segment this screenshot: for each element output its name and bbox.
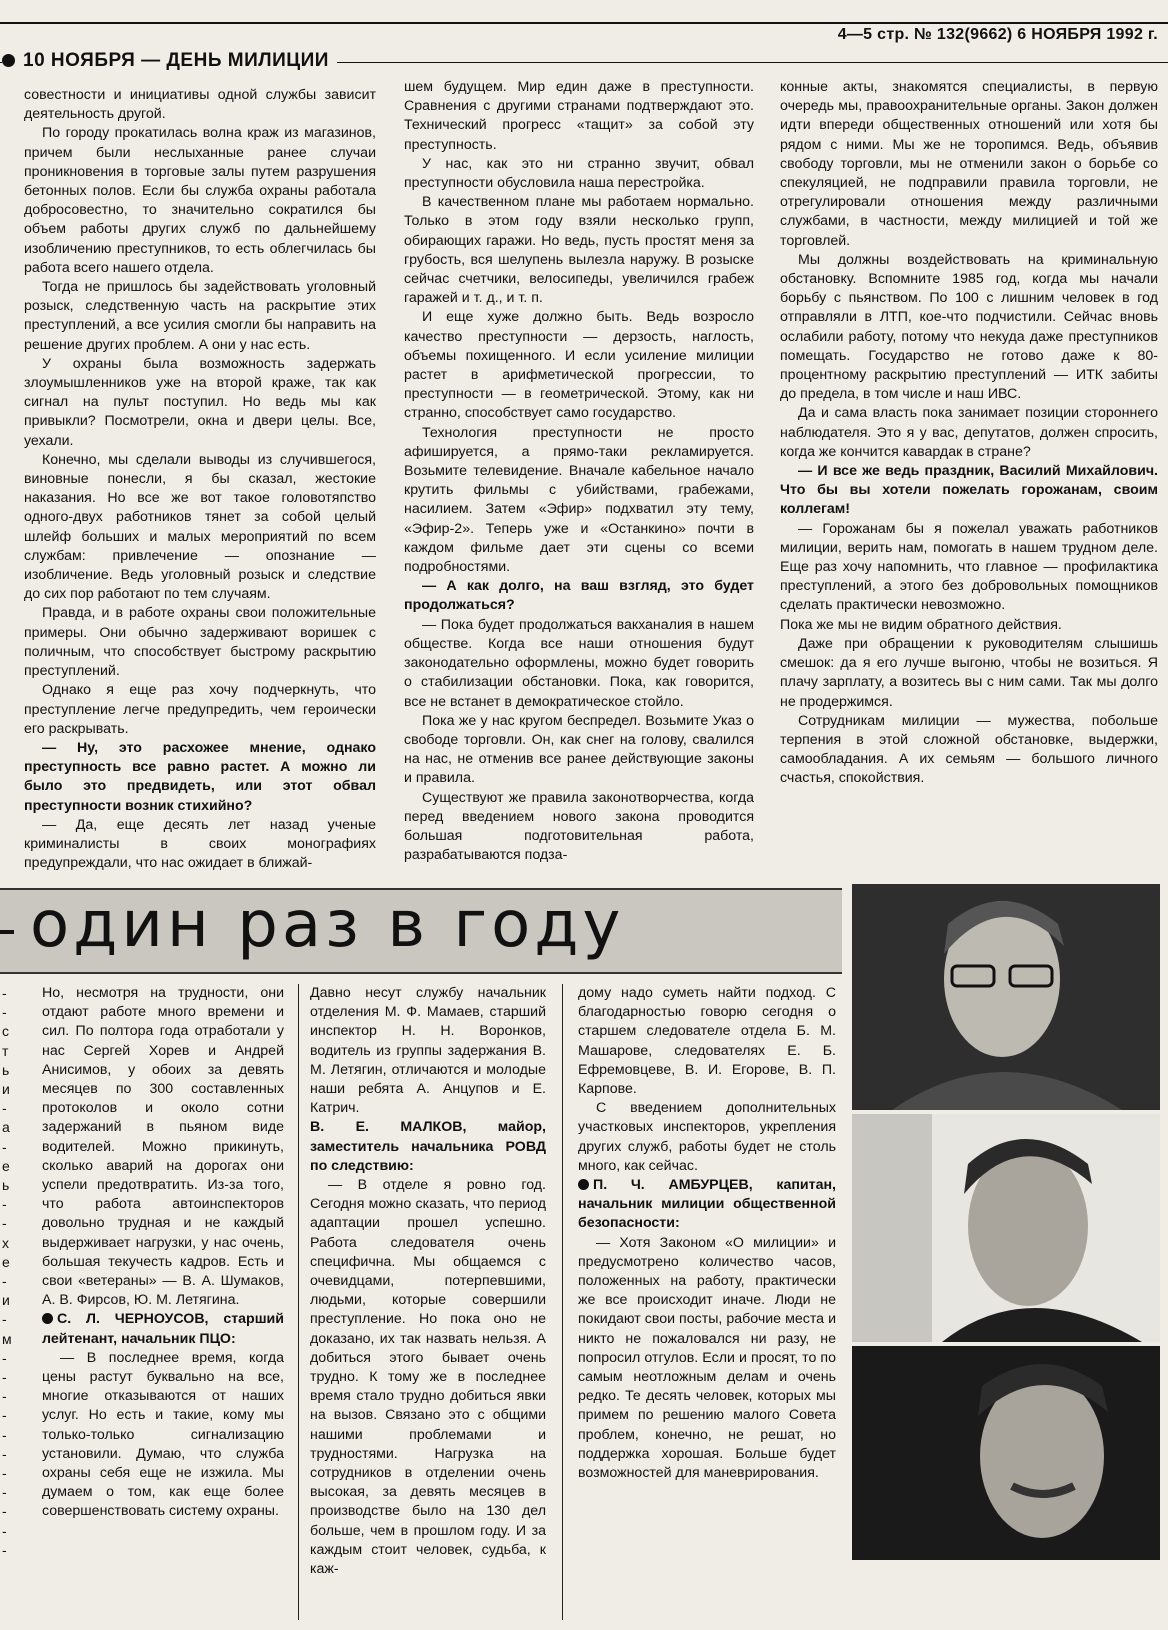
fragment: и — [2, 1292, 10, 1309]
kicker-label — [2, 50, 337, 72]
interview-question: — А как долго, на ваш взгляд, это будет продолжаться? — [404, 578, 754, 614]
paragraph: Тогда не пришлось бы задействовать уголовный розыск, следственную часть на раскрытие этих преступлений, а все усилия смогли бы направить на решение других проблем. А они у нас есть. — [24, 279, 376, 353]
paragraph: В качественном плане мы работаем нормально. Только в этом году взяли несколько групп, обирающих гаражи. Но ведь, пусть простят меня за грубость, вся шелупень вылезла наружу. В розыске сейчас счетчики, велосипеды, увеличился грабеж гаражей и т. д., и т. п. — [404, 194, 754, 307]
paragraph: Существуют же правила законотворчества, когда перед введением нового закона проводится большая подготовительная работа, разрабатываются подза- — [404, 789, 754, 864]
fragment: - — [2, 985, 7, 1001]
fragment: - — [2, 1407, 7, 1424]
portrait-photo-icon — [852, 1114, 1160, 1342]
column-rule — [562, 984, 563, 1620]
bottom-column-2 — [310, 984, 546, 1624]
speaker-heading — [42, 1310, 284, 1348]
bottom-column-3 — [578, 984, 836, 1624]
speaker-heading: В. Е. МАЛКОВ, майор, заместитель начальника РОВД по следствию: — [310, 1119, 546, 1174]
speaker-name: С. Л. ЧЕРНОУСОВ, старший лейтенант, начальник ПЦО: — [42, 1311, 284, 1347]
paragraph: Однако я еще раз хочу подчеркнуть, что преступление легче предупредить, чем героически его раскрывать. — [24, 682, 376, 737]
bullet-icon — [578, 1179, 589, 1190]
left-edge-fragments — [2, 984, 18, 1560]
fragment: - — [2, 1388, 7, 1405]
fragment: ь — [2, 1061, 10, 1078]
fragment: - — [2, 1484, 7, 1501]
speaker-name: П. Ч. АМБУРЦЕВ, капитан, начальник милиции общественной безопасности: — [578, 1177, 836, 1232]
fragment: - — [2, 1465, 7, 1482]
fragment: - — [2, 1541, 7, 1558]
fragment: ь — [2, 1177, 10, 1194]
fragment: х — [2, 1234, 9, 1251]
interview-question: — Ну, это расхожее мнение, однако преступность все равно растет. А можно ли было это предвидеть, или этот обвал преступности возник стихийно? — [24, 739, 376, 814]
fragment: - — [2, 1138, 7, 1155]
column-rule — [298, 984, 299, 1620]
paragraph: Пока же мы не видим обратного действия. — [780, 616, 1062, 633]
fragment: - — [2, 1196, 7, 1213]
paragraph: — Да, еще десять лет назад ученые криминалисты в своих монографиях предупреждали, что нас ожидает в ближай- — [24, 816, 376, 872]
bullet-icon — [42, 1313, 53, 1324]
headline-banner — [0, 888, 842, 974]
fragment: - — [2, 1445, 7, 1462]
paragraph: У охраны была возможность задержать злоумышленников уже на второй краже, так как сигнал на пульт поступил. Но ведь мы как привыкли? Посмотрели, окна и двери целы. Все, уехали. — [24, 355, 376, 449]
paragraph: конные акты, знакомятся специалисты, в первую очередь мы, правоохранительные органы. Закон должен идти впереди общественных отношений или хотя бы рядом с ними. Мы же не торопимся. Ведь, объявив свободу торговли, мы не отменили закон о борьбе со спекуляцией, не подправили правила торговли, не отрегулировали отношения между различными службами, в частности, между милицией и той же торговлей. — [780, 79, 1158, 249]
paragraph: Даже при обращении к руководителям слышишь смешок: да я его лучше выгоню, чтобы не возиться. Я плачу зарплату, а возитесь вы с ним сами. Так мы долго не продержимся. — [780, 635, 1158, 710]
fragment: с — [2, 1023, 9, 1040]
paragraph: — В последнее время, когда цены растут буквально на все, многие отказываются от наших услуг. Но есть и такие, кому мы только-только сигнализацию установили. Думаю, что служба охраны себя еще не изжила. Мы думаем о том, как еще более совершенствовать систему охраны. — [42, 1349, 284, 1520]
fragment: и — [2, 1081, 10, 1098]
portrait-photo-3 — [852, 1346, 1160, 1560]
fragment: е — [2, 1253, 10, 1270]
paragraph: Правда, и в работе охраны свои положительные примеры. Они обычно задерживают воришек с поличным, что способствует быстрому раскрытию преступлений. — [24, 605, 376, 680]
fragment: - — [2, 1215, 7, 1232]
paragraph: По городу прокатилась волна краж из магазинов, причем были неслыханные ранее случаи проникновения в торговые залы путем разрушения бетонных полов. Если бы служба охраны работала добросовестно, то значительно сократился бы объем работы других служб по дальнейшему изобличению преступников, то есть облегчилась бы работа всего нашего отдела. — [24, 125, 376, 276]
paragraph: Мы должны воздействовать на криминальную обстановку. Вспомните 1985 год, когда мы начали борьбу с пьянством. По 100 с лишним человек в год отправляли в ЛТП, кое-что подчистили. Сейчас вновь ослабили работу, потому что некуда даже преступников помещать. Государство не готово даже к 80-процентному раскрытию преступлений — ИТК забиты до предела, в том числе и наш ИВС. — [780, 251, 1158, 403]
paragraph: Технология преступности не просто афишируется, а прямо-таки рекламируется. Возьмите телевидение. Вначале кабельное начало крутить фильмы с убийствами, грабежами, насилием. Затем «Эфир» подхватил эту тему, «Эфир-2». Теперь уже и «Останкино» почти в каждом фильме дает эти сцены со всеми подробностями. — [404, 424, 754, 576]
paragraph: И еще хуже должно быть. Ведь возросло качество преступности — дерзость, наглость, объемы похищенного. И если усиление милиции растет в арифметической прогрессии, то преступности — в геометрической. Этому, как ни странно, способствует само государство. — [404, 309, 754, 422]
portrait-photo-icon — [852, 1346, 1160, 1560]
fragment: т — [2, 1042, 9, 1059]
paragraph: У нас, как это ни странно звучит, обвал преступности обусловила наша перестройка. — [404, 155, 754, 192]
issue-line: 4—5 стр. № 132(9662) 6 НОЯБРЯ 1992 г. — [832, 26, 1158, 44]
paragraph: дому надо суметь найти подход. С благодарностью говорю сегодня о старшем следователе отдела Б. М. Машарове, следователях Е. Б. Ефремовцеве, В. И. Егорове, В. П. Карпове. — [578, 985, 836, 1098]
section-kicker — [0, 50, 1168, 76]
headline-title: один раз в году — [30, 888, 625, 962]
fragment: - — [2, 1100, 7, 1117]
fragment: м — [2, 1330, 12, 1347]
paragraph: — Пока будет продолжаться вакханалия в нашем обществе. Когда все наши отношения будут законодательно оформлены, можно будет говорить о стабилизации обстановки. Пока, как говорится, все не встанет в демократическое стойло. — [404, 616, 754, 710]
paragraph: Сотрудникам милиции — мужества, побольше терпения в этой сложной обстановке, выдержки, самообладания. А их семьям — большого личного счастья, спокойствия. — [780, 712, 1158, 787]
kicker-text: 10 НОЯБРЯ — ДЕНЬ МИЛИЦИИ — [23, 50, 329, 71]
paragraph: — Хотя Законом «О милиции» и предусмотрено количество часов, положенных на работу, практически же все происходит иначе. Люди не покидают свои посты, рабочие места и никто не пожаловался ни разу, не попросил отгулов. Если и просят, то по самым неотложным делам и очень редко. Те десять человек, которых мы примем по решению малого Совета проблем, конечно, не решат, но поддержка хорошая. Больше будет возможностей для маневрирования. — [578, 1234, 836, 1482]
fragment: - — [2, 1503, 7, 1520]
header-rule — [0, 22, 1168, 24]
portrait-photo-icon — [852, 884, 1160, 1110]
bullet-icon — [2, 54, 15, 67]
interview-question: — И все же ведь праздник, Василий Михайлович. Что бы вы хотели пожелать горожанам, своим коллегам! — [780, 463, 1158, 518]
fragment: - — [2, 1522, 7, 1539]
top-column-1 — [24, 86, 376, 880]
paragraph: — В отделе я ровно год. Сегодня можно сказать, что период адаптации прошел успешно. Работа следователя очень специфична. Мы общаемся с очевидцами, потерпевшими, людьми, которые совершили преступление. Но пока оно не доказано, их так назвать нельзя. А добиться этого бывает очень трудно. К тому же в последнее время стало трудно добиться явки на вызов. Связано это с общими нашими проблемами и трудностями. Нагрузка на сотрудников в отделении очень высокая, за девять месяцев в производстве было на 130 дел больше, чем в прошлом году. И за каждым стоит человек, судьба, к каж- — [310, 1177, 546, 1578]
fragment: - — [2, 1004, 7, 1021]
headline-dash — [0, 930, 14, 934]
fragment: - — [2, 1426, 7, 1443]
portrait-photo-1 — [852, 884, 1160, 1110]
paragraph: — Горожанам бы я пожелал уважать работников милиции, верить нам, помогать в нашем трудном деле. Еще раз хочу напомнить, что главное — профилактика преступлений, а этого без добровольных помощников сделать практически невозможно. — [780, 520, 1158, 614]
paragraph: шем будущем. Мир един даже в преступности. Сравнения с другими странами подтверждают это. Технический прогресс «тащит» за собой эту преступность. — [404, 79, 754, 153]
fragment: - — [2, 1349, 7, 1366]
top-column-3 — [780, 78, 1158, 880]
paragraph: Пока же у нас кругом беспредел. Возьмите Указ о свободе торговли. Он, как снег на голову, свалился на нас, не отменив все ранее действующие законы и правила. — [404, 712, 754, 787]
fragment: а — [2, 1119, 10, 1136]
paragraph: совестности и инициативы одной службы зависит деятельность другой. — [24, 87, 376, 123]
portrait-photo-2 — [852, 1114, 1160, 1342]
paragraph: Давно несут службу начальник отделения М. Ф. Мамаев, старший инспектор Н. Н. Воронков, водитель из группы задержания В. М. Летягин, отличаются и молодые наши ребята А. Анцупов и Е. Катрич. — [310, 985, 546, 1117]
top-column-2 — [404, 78, 754, 880]
paragraph: Но, несмотря на трудности, они отдают работе много времени и сил. По полтора года отработали у нас Сергей Хорев и Андрей Анисимов, у обоих за девять месяцев по 300 составленных протоколов и около сотни задержаний в пьяном виде водителей. Можно прикинуть, сколько аварий на дорогах они успели предотвратить. Из-за того, что работа автоинспекторов довольно трудная и не каждый выдерживает нагрузки, у нас очень, большая текучесть кадров. Есть и свои «ветераны» — В. А. Шумаков, А. В. Фирсов, Ю. М. Летягина. — [42, 985, 284, 1309]
fragment: е — [2, 1157, 10, 1174]
paragraph: Да и сама власть пока занимает позиции стороннего наблюдателя. Это я у вас, депутатов, должен спросить, когда же кончится кавардак в стране? — [780, 405, 1158, 460]
paragraph: С введением дополнительных участковых инспекторов, укрепления других служб, работы будет не столь много, как сейчас. — [578, 1100, 836, 1174]
fragment: - — [2, 1273, 7, 1290]
speaker-heading — [578, 1176, 836, 1234]
paragraph: Конечно, мы сделали выводы из случившегося, виновные понесли, я бы сказал, жестокие наказания. Но все же вот такое головотяпство одного-двух работников тянет за собой целый шлейф больших и малых мероприятий по всем службам: привлечение — опознание — изобличение. Ведь уголовный розыск и следствие до сих пор работают по тем случаям. — [24, 451, 376, 603]
bottom-column-1 — [42, 984, 284, 1624]
fragment: - — [2, 1369, 7, 1386]
fragment: - — [2, 1311, 7, 1328]
